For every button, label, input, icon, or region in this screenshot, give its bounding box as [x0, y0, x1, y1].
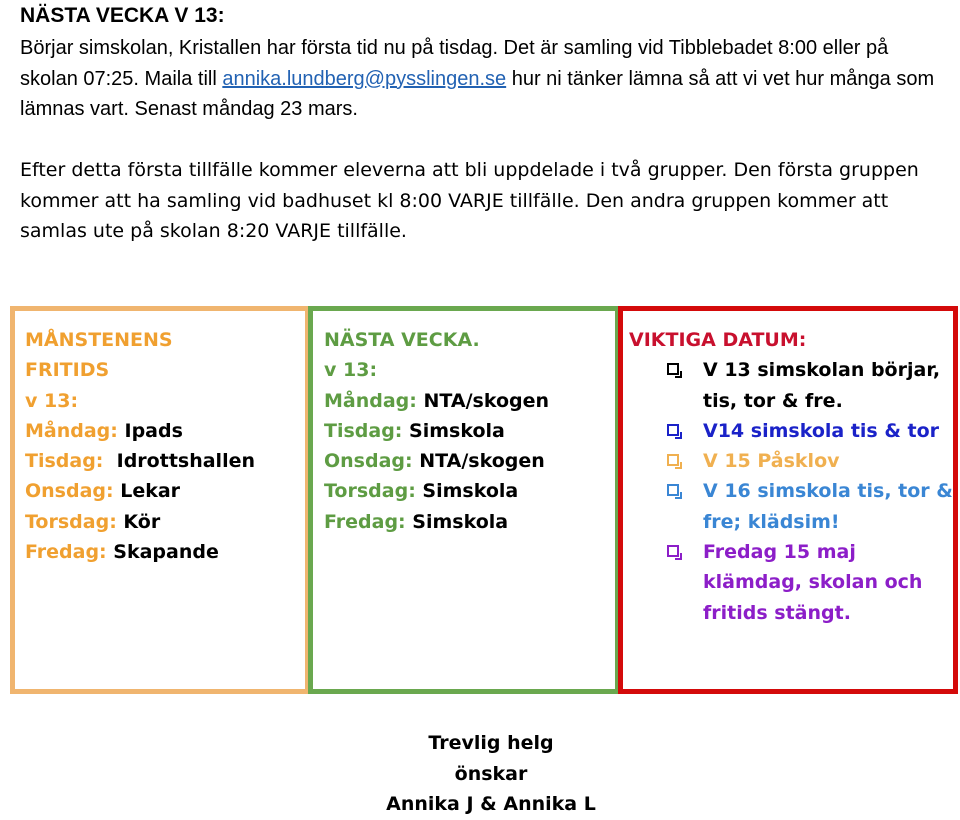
date-item-text: V 13 simskolan börjar, tis, tor & fre. [703, 359, 941, 412]
school-day-row [324, 416, 615, 446]
fritids-day-row [25, 446, 305, 476]
day-label: Torsdag: [25, 510, 117, 533]
day-activity: Simskola [409, 419, 505, 442]
day-activity: Lekar [120, 480, 181, 503]
closing-greeting [0, 728, 960, 820]
intro-paragraph [20, 33, 950, 125]
school-day-row [324, 446, 615, 476]
day-label: Tisdag: [324, 419, 403, 442]
greeting-line: önskar [454, 762, 528, 785]
day-activity: NTA/skogen [423, 389, 550, 412]
checkbox-bullet-icon [667, 424, 679, 436]
day-activity: Simskola [422, 480, 519, 503]
day-activity: Kör [123, 510, 161, 533]
intro-text-start: Börjar simskolan, Kristallen har första tid nu på tisdag. Det är samling vid Tibblebadet 8:00 eller på skolan 07:25. Maila till [20, 37, 889, 90]
day-label: Torsdag: [324, 480, 416, 503]
fritids-day-row [25, 537, 305, 567]
checkbox-bullet-icon [667, 484, 679, 496]
day-label: Onsdag: [25, 480, 114, 503]
date-item [629, 355, 953, 416]
day-label: Fredag: [324, 510, 406, 533]
date-item [629, 537, 953, 628]
next-week-title: NÄSTA VECKA. [324, 329, 480, 351]
day-activity: Simskola [412, 510, 509, 533]
date-item-text: V 16 simskola tis, tor & fre; klädsim! [703, 480, 953, 533]
fritids-week: v 13: [25, 389, 79, 412]
day-activity: Idrottshallen [116, 450, 255, 473]
important-dates-title: VIKTIGA DATUM: [629, 329, 807, 351]
date-item [629, 476, 953, 537]
day-label: Måndag: [324, 389, 417, 412]
day-label: Fredag: [25, 541, 107, 564]
date-item [629, 446, 953, 476]
intro-text-end: hur ni tänker lämna så att vi vet hur många som lämnas vart. Senast måndag 23 mars. [20, 67, 935, 120]
email-link[interactable]: annika.lundberg@pysslingen.se [222, 67, 507, 90]
checkbox-bullet-icon [667, 363, 679, 375]
day-activity: Ipads [124, 419, 183, 442]
fritids-title-line1: MÅNSTENENS [25, 329, 173, 351]
checkbox-bullet-icon [667, 545, 679, 557]
fritids-day-row [25, 416, 305, 446]
important-dates-list [629, 355, 953, 628]
next-week-week: v 13: [324, 359, 378, 382]
fritids-day-row [25, 507, 305, 537]
fritids-title-line2: FRITIDS [25, 359, 110, 382]
date-item-text: V 15 Påsklov [703, 450, 840, 473]
day-label: Onsdag: [324, 450, 413, 473]
day-label: Tisdag: [25, 450, 104, 473]
important-dates-box [618, 306, 958, 694]
school-day-row [324, 476, 615, 506]
checkbox-bullet-icon [667, 454, 679, 466]
school-day-row [324, 507, 615, 537]
groups-paragraph: Efter detta första tillfälle kommer eleverna att bli uppdelade i två grupper. Den första gruppen kommer att ha samling vid badhuset kl 8:00 VARJE tillfälle. Den andra gruppen kommer att samlas ute på skolan 8:20 VARJE tillfälle. [20, 159, 919, 242]
greeting-line: Trevlig helg [428, 732, 554, 754]
fritids-schedule-box [10, 306, 310, 694]
school-day-row [324, 386, 615, 416]
day-activity: NTA/skogen [419, 450, 545, 473]
fritids-day-row [25, 476, 305, 506]
date-item-text: Fredag 15 maj klämdag, skolan och fritids stängt. [703, 541, 923, 624]
signature-line: Annika J & Annika L [386, 793, 596, 815]
day-label: Måndag: [25, 419, 118, 442]
date-item-text: V14 simskola tis & tor [703, 419, 940, 442]
next-week-schedule-box [308, 306, 620, 694]
date-item [629, 416, 953, 446]
page-heading: NÄSTA VECKA V 13: [20, 4, 225, 27]
day-activity: Skapande [113, 541, 219, 564]
